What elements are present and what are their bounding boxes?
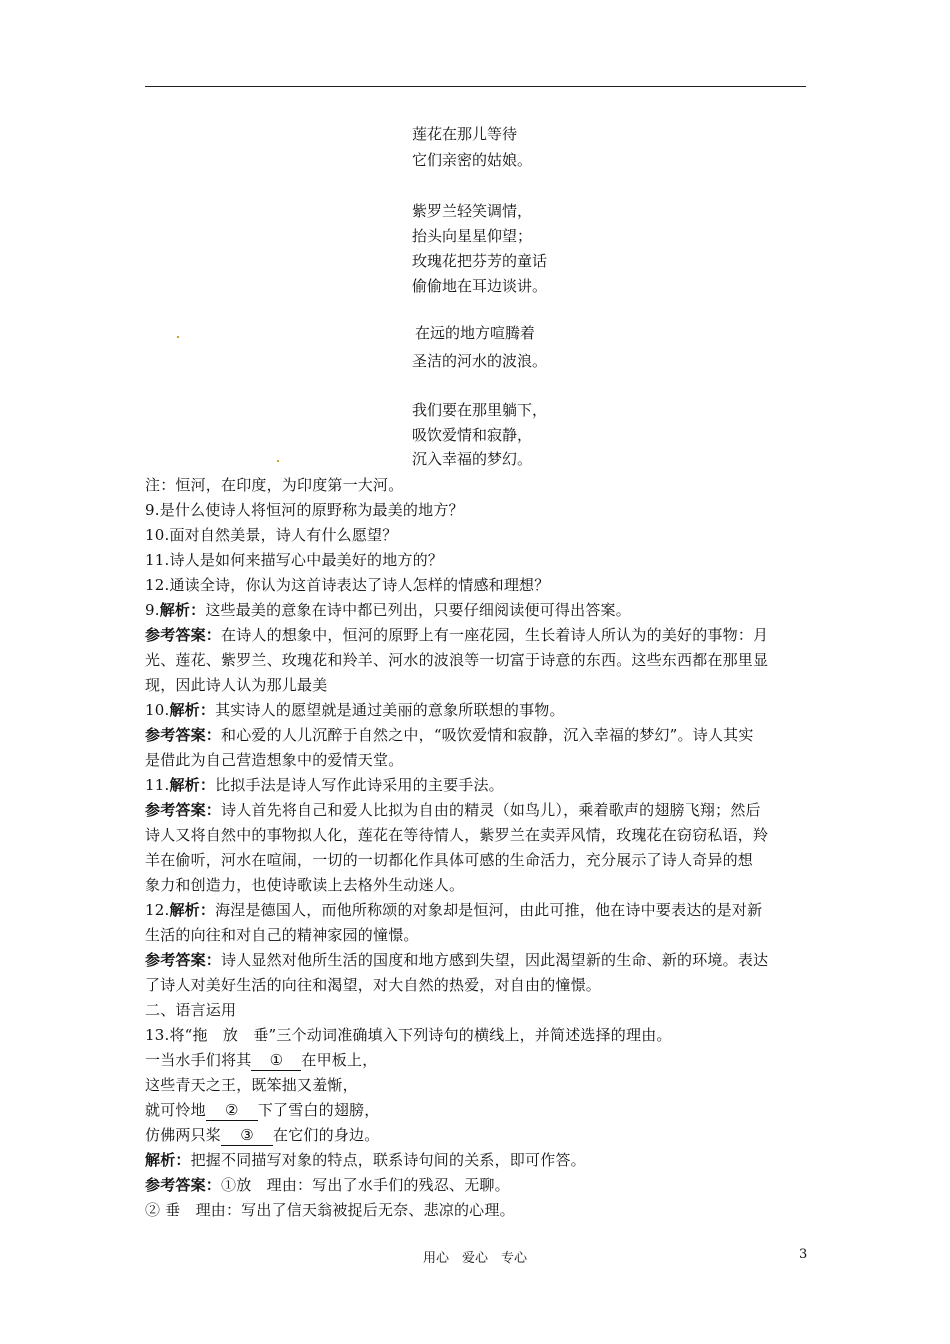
q10-analysis: 10.解析：其实诗人的愿望就是通过美丽的意象所联想的事物。	[145, 701, 565, 719]
q12-answer: 参考答案：诗人显然对他所生活的国度和地方感到失望，因此渴望新的生命、新的环境。表达	[145, 951, 769, 969]
poem-line: 它们亲密的姑娘。	[412, 151, 533, 169]
q13-answer: 参考答案：①放 理由：写出了水手们的残忍、无聊。	[145, 1176, 510, 1194]
poem-line: 紫罗兰轻笑调情，	[412, 202, 533, 220]
poem-line: 沉入幸福的梦幻。	[412, 450, 533, 468]
poem-line: 偷偷地在耳边谈讲。	[412, 277, 548, 295]
section-heading: 二、语言运用	[145, 1001, 237, 1019]
footer-motto: 用心 爱心 专心	[422, 1251, 527, 1266]
poem-line: 在远的地方喧腾着	[415, 324, 536, 342]
q13-verse-3: 就可怜地 ② 下了雪白的翅膀，	[145, 1101, 380, 1119]
q11-answer: 参考答案：诗人首先将自己和爱人比拟为自由的精灵（如鸟儿），乘着歌声的翅膀飞翔；然后	[145, 801, 761, 819]
q12-answer-cont: 了诗人对美好生活的向往和渴望，对大自然的热爱，对自由的憧憬。	[145, 976, 602, 994]
poem-line: 莲花在那儿等待	[412, 125, 518, 143]
q10-answer-cont: 是借此为自己营造想象中的爱情天堂。	[145, 751, 404, 769]
q13-answer-cont: ② 垂 理由：写出了信天翁被捉后无奈、悲凉的心理。	[145, 1201, 515, 1219]
poem-line: 吸饮爱情和寂静，	[412, 426, 533, 444]
q13-verse-1: 一当水手们将其 ① 在甲板上，	[145, 1051, 378, 1069]
page-number: 3	[799, 1247, 808, 1262]
q9-answer-cont: 现，因此诗人认为那儿最美	[145, 676, 328, 694]
question-9: 9.是什么使诗人将恒河的原野称为最美的地方？	[145, 501, 464, 519]
poem-line: 圣洁的河水的波浪。	[412, 352, 548, 370]
blank-1: ①	[251, 1051, 301, 1071]
blank-2: ②	[206, 1101, 258, 1121]
stray-dot	[277, 460, 279, 462]
poem-line: 我们要在那里躺下，	[412, 401, 548, 419]
question-13: 13.将“拖 放 垂”三个动词准确填入下列诗句的横线上，并简述选择的理由。	[145, 1026, 672, 1044]
q12-analysis-cont: 生活的向往和对自己的精神家园的憧憬。	[145, 926, 419, 944]
poem-line: 抬头向星星仰望；	[412, 227, 533, 245]
q11-analysis: 11.解析：比拟手法是诗人写作此诗采用的主要手法。	[145, 776, 504, 794]
q13-verse-4: 仿佛两只桨 ③ 在它们的身边。	[145, 1126, 380, 1144]
q9-answer: 参考答案：在诗人的想象中，恒河的原野上有一座花园，生长着诗人所认为的美好的事物：月	[145, 626, 769, 644]
q13-verse-2: 这些青天之王，既笨拙又羞惭，	[145, 1076, 358, 1094]
q12-analysis: 12.解析：海涅是德国人，而他所称颂的对象却是恒河，由此可推，他在诗中要表达的是对新	[145, 901, 763, 919]
poem-line: 玫瑰花把芬芳的童话	[412, 252, 548, 270]
question-11: 11.诗人是如何来描写心中最美好的地方的？	[145, 551, 444, 569]
question-10: 10.面对自然美景，诗人有什么愿望？	[145, 526, 398, 544]
header-rule	[145, 86, 806, 87]
q9-answer-cont: 光、莲花、紫罗兰、玫瑰花和羚羊、河水的波浪等一切富于诗意的东西。这些东西都在那里显	[145, 651, 769, 669]
q11-answer-cont: 羊在偷听，河水在喧闹，一切的一切都化作具体可感的生命活力，充分展示了诗人奇异的想	[145, 851, 754, 869]
q9-analysis: 9.解析：这些最美的意象在诗中都已列出，只要仔细阅读便可得出答案。	[145, 601, 631, 619]
question-12: 12.通读全诗，你认为这首诗表达了诗人怎样的情感和理想？	[145, 576, 550, 594]
q10-answer: 参考答案：和心爱的人儿沉醉于自然之中，“吸饮爱情和寂静，沉入幸福的梦幻”。诗人其实	[145, 726, 754, 744]
q13-analysis: 解析：把握不同描写对象的特点，联系诗句间的关系，即可作答。	[145, 1151, 586, 1169]
blank-3: ③	[221, 1126, 273, 1146]
note: 注：恒河，在印度，为印度第一大河。	[145, 476, 404, 494]
q11-answer-cont: 象力和创造力，也使诗歌读上去格外生动迷人。	[145, 876, 465, 894]
q11-answer-cont: 诗人又将自然中的事物拟人化，莲花在等待情人，紫罗兰在卖弄风情，玫瑰花在窃窃私语，羚	[145, 826, 769, 844]
stray-dot	[177, 336, 179, 338]
